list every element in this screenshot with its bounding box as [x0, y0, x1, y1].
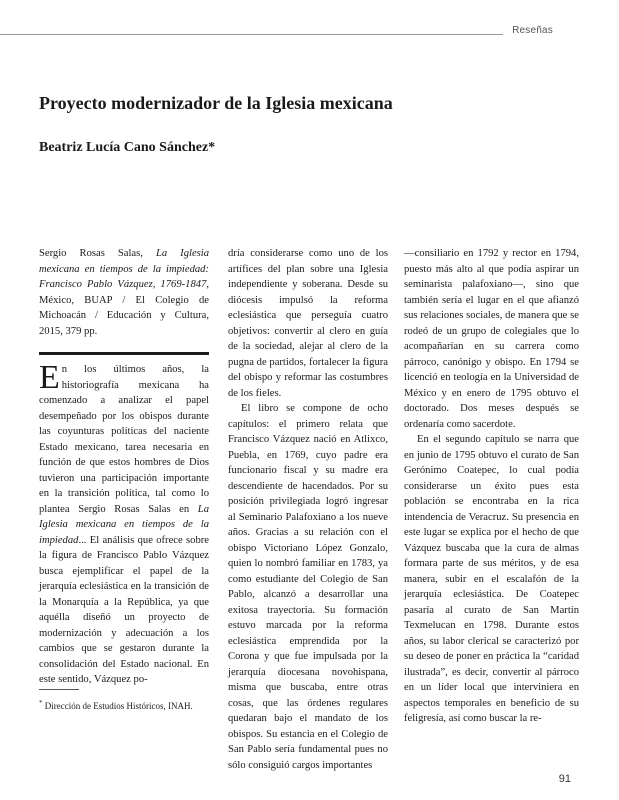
footnote [39, 697, 209, 713]
paragraph-text: n los últimos años, la historiografía mexicana ha comenzado a analizar el papel desempeñado por los obispos durante las coyunturas políticas del naciente Estado mexicano, tarea necesaria en función de que estos hombres de Dios tuvieron una participación importante en la transición política, tal como lo plantea Sergio Rosas Salas en [39, 364, 209, 515]
book-title: La Iglesia mexicana en tiempos de la impiedad: Francisco Pablo Vázquez, 1769-1847 [39, 248, 210, 290]
book-publication: , México, BUAP / El Colegio de Michoacán / Educación y Cultura, 2015, 379 pp. [39, 279, 209, 337]
page-number: 91 [558, 773, 571, 785]
body-column-2 [228, 246, 388, 773]
book-author: Sergio Rosas Salas, [39, 248, 156, 259]
section-divider [39, 352, 209, 355]
section-label: Reseñas [512, 25, 553, 36]
paragraph: —consiliario en 1792 y rector en 1794, puesto más alto al que podía aspirar un seminarista palafoxiano—, sino que también sería el lugar en el que afianzó sus relaciones sociales, de manera que se rodeó de un grupo de colegiales que lo acompañarían en su carrera como párroco, canónigo y obispo. En 1794 se licenció en teología en la Universidad de México y en enero de 1795 obtuvo el doctorado. Dos meses después se ordenaría como sacerdote. [404, 248, 579, 430]
paragraph [39, 359, 209, 688]
drop-cap: E [39, 359, 60, 396]
book-title-inline: La Iglesia mexicana en tiempos de la impiedad [39, 503, 209, 546]
paragraph: El libro se compone de ocho capítulos: el primero relata que Francisco Vázquez nació en Atlixco, Puebla, en 1769, cuyo padre era funcionario fiscal y su madre era descendiente de hacendados. Por su posición privilegiada logró ingresar al Seminario Palafoxiano a los nueve años. Gracias a su relación con el obispo Victoriano López Gonzalo, quien lo nombró familiar en 1783, ya como estudiante del Colegio de San Pablo, alcanzó a desarrollar una exitosa trayectoria. Su formación estuvo marcada por la reforma eclesiástica emprendida por la Corona y que fue impulsada por la jerarquía diocesana novohispana, misma que buscaba, entre otras cosas, que las órdenes regulares quedaran bajo el mandato de los obispos. Su estancia en el Colegio de San Pablo sería fundamental pues no sólo consiguió cargos importantes [228, 403, 388, 771]
paragraph: En el segundo capítulo se narra que en junio de 1795 obtuvo el curato de San Gerónimo Coatepec, lo cual podía considerarse un éxito pues esta población se encontraba en la rica intendencia de Veracruz. Su presencia en este lugar se explica por el hecho de que Vázquez buscaba que la cura de almas formara parte de sus méritos, y de esa manera, subir en el escalafón de la jerarquía eclesiástica. De Coatepec pasaría al curato de San Martín Texmelucan en 1798. Durante estos años, su labor clerical se caracterizó por su deseo de poner en práctica la “caridad ilustrada”, es decir, convertir al párroco en un líder local que interviniera en aspectos temporales en beneficio de su feligresía, así como buscar la re- [404, 434, 579, 724]
footnote-rule [39, 689, 79, 690]
paragraph-text: ... El análisis que ofrece sobre la figura de Francisco Pablo Vázquez busca ejemplificar el papel de la jerarquía eclesiástica en la transición de la Monarquía a la República, ya que aquélla diseñó un proyecto de modernización y adecuación a los cambios que se gestaron durante la consolidación del Estado nacional. En este sentido, Vázquez po- [39, 534, 209, 685]
body-column-1 [39, 359, 209, 688]
footnote-marker: * [39, 699, 43, 707]
book-reference [39, 246, 210, 337]
paragraph: dría considerarse como uno de los artífices del plan sobre una Iglesia independiente y soberana. Desde su diócesis impulsó la reforma eclesiástica que perseguía cuatro objetivos: convertir al clero en guía de la sociedad, alejar al clero de la pugna de partidos, fortalecer la figura del obispo y reformar las costumbres de los fieles. [228, 248, 388, 399]
footnote-text: Dirección de Estudios Históricos, INAH. [42, 701, 193, 711]
article-title: Proyecto modernizador de la Iglesia mexicana [39, 93, 393, 113]
header-rule [0, 34, 503, 35]
article-author: Beatriz Lucía Cano Sánchez* [39, 140, 216, 155]
body-column-3 [404, 246, 579, 727]
